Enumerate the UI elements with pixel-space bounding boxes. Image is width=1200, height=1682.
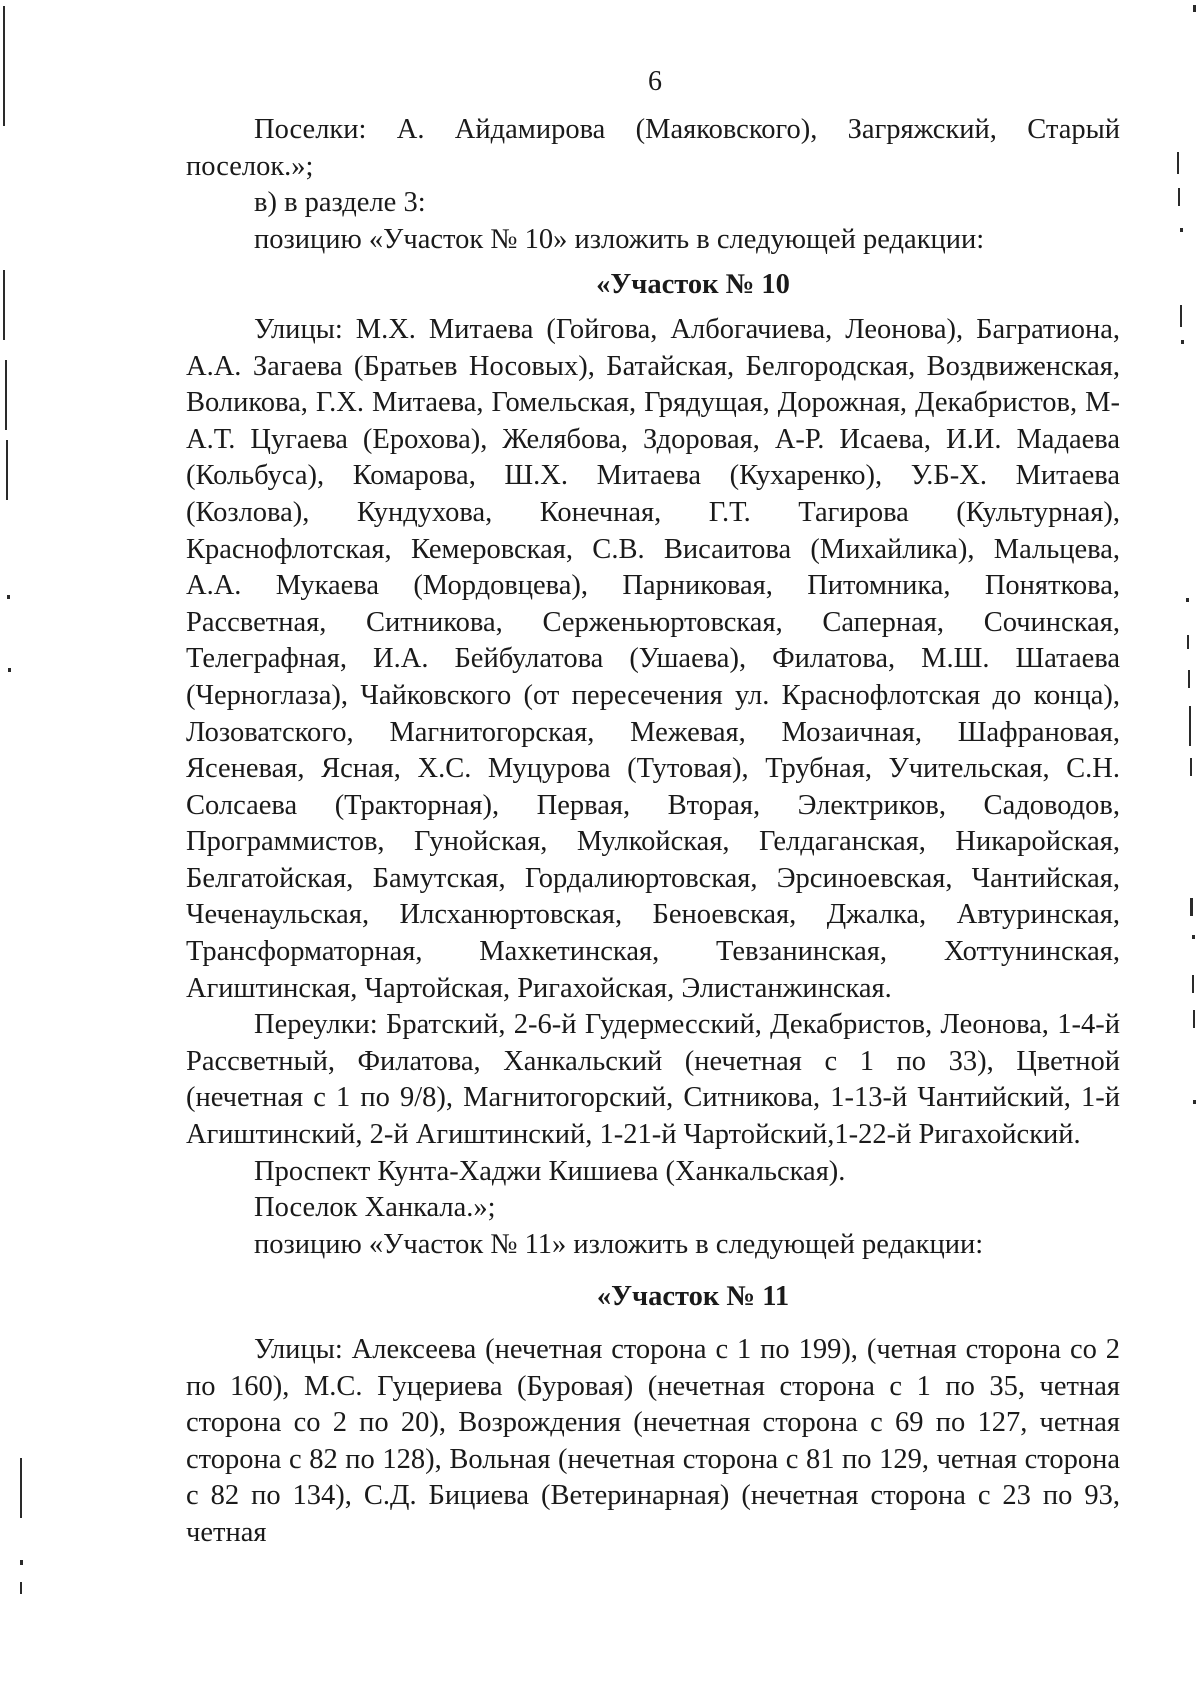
scan-margin-mark: [1187, 635, 1189, 649]
document-body: [186, 112, 1120, 1552]
settlements-paragraph: Поселки: А. Айдамирова (Маяковского), Загряжский, Старый поселок.»;: [186, 114, 1120, 182]
section-10-streets: Улицы: М.Х. Митаева (Гойгова, Албогачиева, Леонова), Багратиона, А.А. Загаева (Братьев Носовых), Батайская, Белгородская, Воздвиженская, Воликова, Г.Х. Митаева, Гомельская, Грядущая, Дорожная, Декабристов, М-А.Т. Цугаева (Ерохова), Желябова, Здоровая, А-Р. Исаева, И.И. Мадаева (Кольбуса), Комарова, Ш.Х. Митаева (Кухаренко), У.Б-Х. Митаева (Козлова), Кундухова, Конечная, Г.Т. Тагирова (Культурная), Краснофлотская, Кемеровская, С.В. Висаитова (Михайлика), Мальцева, А.А. Мукаева (Мордовцева), Парниковая, Питомника, Поняткова, Рассветная, Ситникова, Серженьюртовская, Саперная, Сочинская, Телеграфная, И.А. Бейбулатова (Ушаева), Филатова, М.Ш. Шатаева (Черноглаза), Чайковского (от пересечения ул. Краснофлотская до конца), Лозоватского, Магнитогорская, Межевая, Мозаичная, Шафрановая, Ясеневая, Ясная, Х.С. Муцурова (Тутовая), Трубная, Учительская, С.Н. Солсаева (Тракторная), Первая, Вторая, Электриков, Садоводов, Программистов, Гунойская, Мулкойская, Гелдаганская, Никаройская, Белгатойская, Бамутская, Гордалиюртовская, Эрсиноевская, Чантийская, Чеченаульская, Илсханюртовская, Беноевская, Джалка, Автуринская, Трансформаторная, Махкетинская, Тевзанинская, Хоттунинская, Агиштинская, Чартойская, Ригахойская, Элистанжинская.: [186, 313, 1120, 1004]
scan-margin-mark: [3, 270, 5, 340]
scan-margin-mark: [1186, 598, 1189, 602]
position-11-intro: позицию «Участок № 11» изложить в следующей редакции:: [254, 1228, 984, 1260]
section-3-paragraph: в) в разделе 3:: [254, 187, 426, 219]
scan-margin-mark: [1177, 152, 1179, 174]
section-10-heading: «Участок № 10: [596, 269, 790, 301]
section-10-lanes: Переулки: Братский, 2-6-й Гудермесский, Декабристов, Леонова, 1-4-й Рассветный, Филатова, Ханкальский (нечетная с 1 по 33), Цветной (нечетная с 1 по 9/8), Магнитогорский, Ситникова, 1-13-й Чантийский, 1-й Агиштинский, 2-й Агиштинский, 1-21-й Чартойский,1-22-й Ригахойский.: [186, 1009, 1120, 1151]
scan-margin-mark: [1180, 228, 1183, 232]
scan-margin-mark: [20, 1560, 23, 1565]
scan-margin-mark: [1178, 188, 1180, 206]
scan-margin-mark: [1192, 935, 1195, 939]
scan-margin-mark: [7, 595, 10, 599]
scan-margin-mark: [1189, 706, 1191, 746]
section-10-avenue: Проспект Кунта-Хаджи Кишиева (Ханкальская).: [254, 1155, 846, 1187]
scan-margin-mark: [5, 360, 7, 430]
scan-margin-mark: [1193, 5, 1196, 12]
scan-margin-mark: [1193, 1100, 1196, 1104]
section-11-heading: «Участок № 11: [596, 1281, 790, 1313]
scan-margin-mark: [1192, 975, 1194, 993]
scan-margin-mark: [6, 440, 8, 500]
scan-margin-mark: [20, 1458, 22, 1518]
scan-margin-mark: [1188, 670, 1190, 688]
position-10-intro: позицию «Участок № 10» изложить в следующей редакции:: [254, 223, 985, 255]
scan-margin-mark: [1190, 898, 1193, 916]
scan-margin-mark: [1190, 758, 1192, 776]
scan-margin-mark: [1193, 1010, 1195, 1028]
scan-margin-mark: [1181, 340, 1184, 344]
scan-margin-mark: [8, 668, 11, 672]
section-11-streets: Улицы: Алексеева (нечетная сторона с 1 по 199), (четная сторона со 2 по 160), М.С. Гуцериева (Буровая) (нечетная сторона с 1 по 35, четная сторона со 2 по 20), Возрождения (нечетная сторона с 69 по 127, четная сторона с 82 по 128), Вольная (нечетная сторона с 81 по 129, четная сторона с 82 по 134), С.Д. Бициева (Ветеринарная) (нечетная сторона с 23 по 93, четная: [186, 1334, 1120, 1548]
scan-margin-mark: [20, 1582, 22, 1594]
section-10-settlement: Поселок Ханкала.»;: [254, 1192, 496, 1224]
page-number: 6: [648, 66, 662, 97]
scan-margin-mark: [1180, 305, 1182, 327]
